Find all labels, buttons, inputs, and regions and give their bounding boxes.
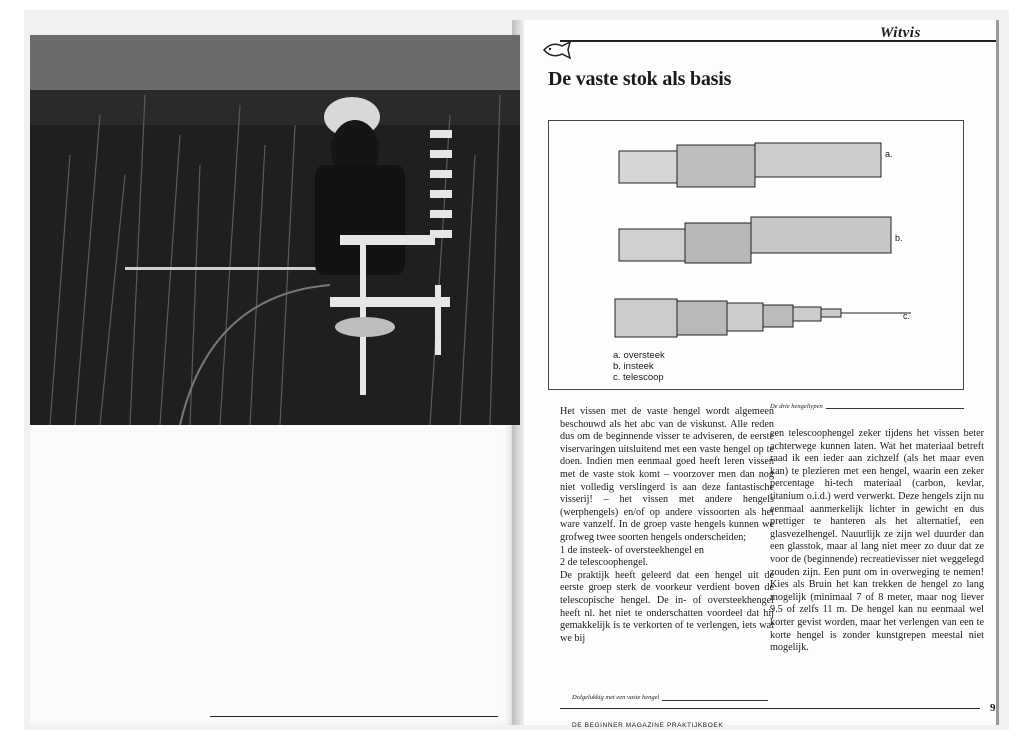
rod-label-a: a. — [885, 149, 893, 159]
left-page-rule — [210, 716, 498, 717]
rod-label-b: b. — [895, 233, 903, 243]
page-number: 9 — [990, 702, 996, 714]
legend-item: b. insteek — [613, 361, 654, 372]
text-column-right — [770, 428, 984, 655]
section-label: Witvis — [880, 25, 921, 41]
angler-photo — [30, 35, 520, 425]
footer-magazine: DE BEGINNER MAGAZINE PRAKTIJKBOEK — [572, 722, 724, 729]
page-edge — [996, 20, 999, 725]
fish-logo-icon — [542, 40, 572, 65]
rod-figure — [548, 120, 964, 390]
header-rule — [560, 40, 996, 42]
legend-item: a. oversteek — [613, 350, 665, 361]
column-heading-rule — [826, 408, 964, 409]
footer-rule — [560, 708, 980, 709]
paragraph: Het vissen met de vaste hengel wordt algemeen beschouwd als het abc van de viskunst. Alle reden dus om de beginnende visser te adviseren, de eerste viservaringen uitsluitend met een vaste hengel op te doen. Indien men eenmaal goed heeft leren vissen met de vaste stok komt – voorzover men dan nog niet volledig verslingerd is aan deze fantastische visserij! – het vissen met andere hengels (werphengels) en/of op andere vissoorten als het ware vanzelf. In de groep vaste hengels kunnen we grofweg twee soorten hengels onderscheiden; — [560, 406, 774, 543]
paragraph: De praktijk heeft geleerd dat een hengel uit de eerste groep sterk de voorkeur verdient boven de telescopische hengel. De in- of oversteekhengel heeft nl. het niet te onderschatten voordeel dat hij gemakkelijk is te verkorten of te verlengen, iets wat we bij — [560, 569, 774, 644]
figure-legend — [613, 350, 665, 383]
paragraph: 1 de insteek- of oversteekhengel en — [560, 544, 704, 556]
paragraph: een telescoophengel zeker tijdens het vissen beter achterwege kunnen laten. Wat het materiaal betreft raad ik een ieder aan zichzelf (als het maar even kan) te plezieren met een hengel, waarin een zeker percentage hi-tech materiaal (carbon, kevlar, titanium o.i.d.) werd verwerkt. Deze hengels zijn nu eenmaal aanmerkelijk lichter in gewicht en dus prettiger te hanteren als het alternatief, een glasvezelhengel. Nauurlijk ze zijn wel duurder dan een glasstok, maar al lang niet meer zo duur dat ze voor de (beginnende) recreatievisser niet weggelegd zouden zijn. Een punt om in overweging te nemen! Kies als Bruin het kan trekken de hengel zo lang mogelijk (minimaal 7 of 8 meter, maar nog liever 9.5 of zelfs 11 m. De hengel kan nu eenmaal wel korter gevist worden, maar het verlengen van een te korte hengel is zonder kunstgrepen meestal niet mogelijk. — [770, 428, 984, 654]
rod-a-drawing — [619, 143, 881, 187]
photo-caption: Dolgelukkig met een vaste hengel — [572, 694, 660, 701]
rod-label-c: c. — [903, 311, 911, 321]
column-heading: De drie hengeltypen — [770, 403, 823, 410]
paragraph: 2 de telescoophengel. — [560, 557, 648, 569]
page-title: De vaste stok als basis — [548, 68, 732, 90]
legend-item: c. telescoop — [613, 372, 664, 383]
rod-c-drawing — [615, 299, 911, 337]
caption-rule — [662, 700, 768, 701]
text-column-left — [560, 406, 774, 645]
rod-b-drawing — [619, 217, 891, 263]
